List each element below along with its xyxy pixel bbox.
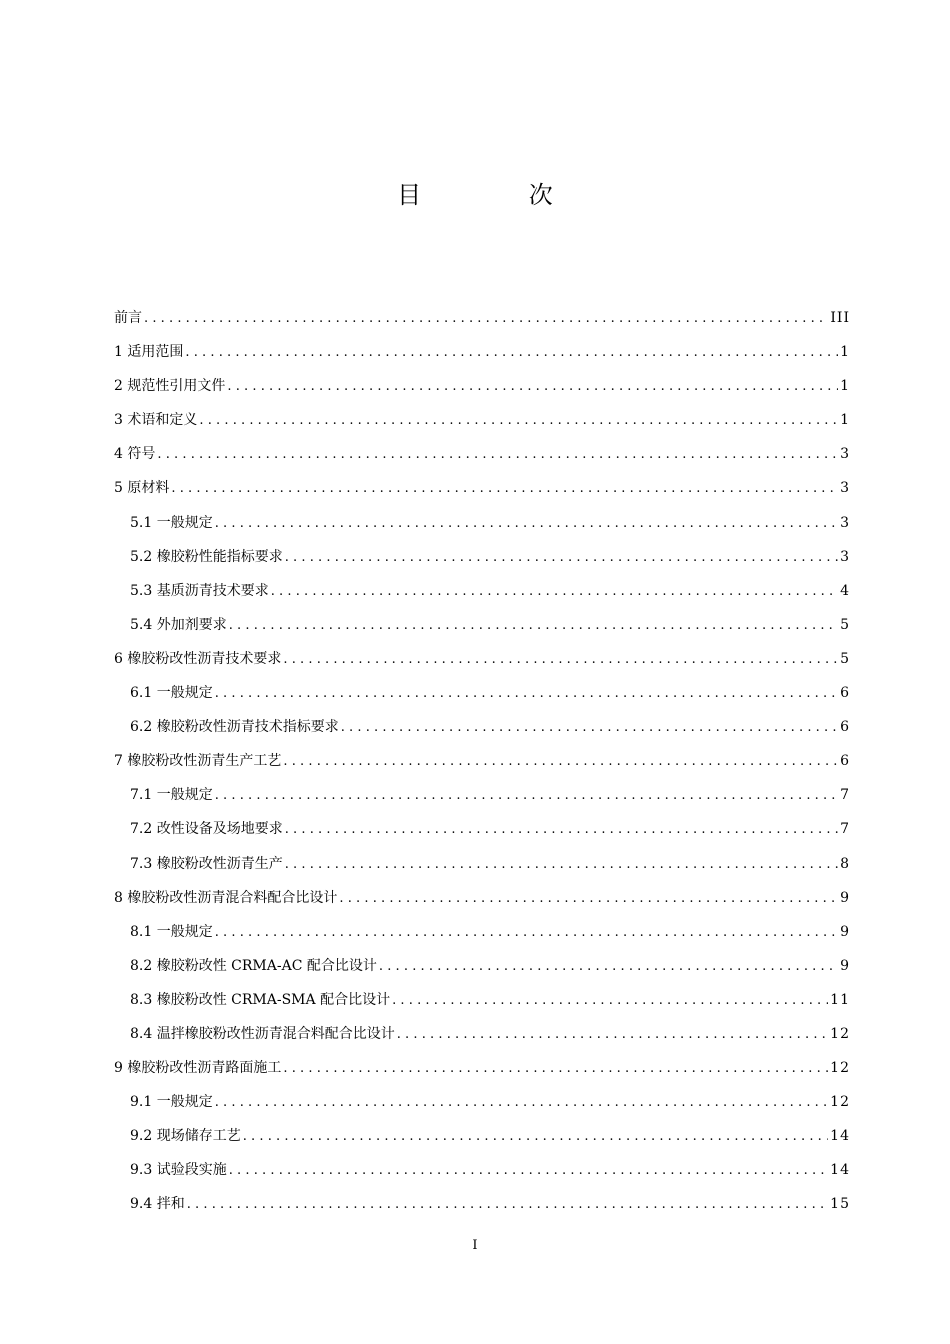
- toc-entry[interactable]: [114, 304, 850, 338]
- toc-entry[interactable]: [114, 611, 850, 645]
- toc-entry-page: 1: [840, 378, 850, 395]
- toc-entry-page: 4: [840, 582, 850, 599]
- toc-entry-page: 14: [830, 1162, 850, 1179]
- toc-entry[interactable]: [114, 747, 850, 781]
- toc-entry[interactable]: [114, 577, 850, 611]
- toc-leader-dots: [215, 919, 838, 947]
- toc-entry[interactable]: [114, 986, 850, 1020]
- toc-entry[interactable]: [114, 440, 850, 474]
- toc-entry[interactable]: [114, 781, 850, 815]
- toc-leader-dots: [185, 339, 838, 367]
- toc-entry-page: 12: [830, 1060, 850, 1077]
- toc-entry[interactable]: [114, 1054, 850, 1088]
- toc-entry-label: 8.3 橡胶粉改性 CRMA-SMA 配合比设计: [130, 991, 391, 1008]
- toc-leader-dots: [339, 885, 838, 913]
- toc-leader-dots: [397, 1021, 828, 1049]
- toc-entry[interactable]: [114, 372, 850, 406]
- table-of-contents: [114, 304, 850, 1225]
- toc-entry-label: 1 适用范围: [114, 344, 184, 361]
- toc-entry-label: 7.2 改性设备及场地要求: [130, 821, 283, 838]
- toc-leader-dots: [341, 714, 838, 742]
- toc-entry-label: 6.1 一般规定: [130, 685, 213, 702]
- toc-entry-page: 5: [840, 616, 850, 633]
- toc-entry-page: 6: [840, 753, 850, 770]
- toc-entry-label: 4 符号: [114, 446, 156, 463]
- toc-leader-dots: [392, 987, 828, 1015]
- toc-entry[interactable]: [114, 645, 850, 679]
- toc-entry[interactable]: [114, 815, 850, 849]
- toc-leader-dots: [144, 305, 828, 333]
- toc-entry-page: 9: [840, 889, 850, 906]
- toc-entry-label: 7.3 橡胶粉改性沥青生产: [130, 855, 283, 872]
- toc-entry-page: 12: [830, 1094, 850, 1111]
- toc-entry-label: 8.2 橡胶粉改性 CRMA-AC 配合比设计: [130, 957, 377, 974]
- toc-entry[interactable]: [114, 338, 850, 372]
- toc-entry-page: 5: [840, 650, 850, 667]
- toc-entry-page: 9: [840, 923, 850, 940]
- toc-entry-label: 前言: [114, 310, 142, 326]
- toc-entry[interactable]: [114, 406, 850, 440]
- toc-entry[interactable]: [114, 1156, 850, 1190]
- toc-leader-dots: [157, 441, 838, 469]
- toc-entry-page: 1: [840, 344, 850, 361]
- toc-entry-page: 8: [840, 855, 850, 872]
- toc-leader-dots: [379, 953, 838, 981]
- toc-entry[interactable]: [114, 1190, 850, 1224]
- toc-entry-label: 9.3 试验段实施: [130, 1162, 227, 1179]
- toc-entry-label: 9.2 现场储存工艺: [130, 1128, 241, 1145]
- toc-entry[interactable]: [114, 679, 850, 713]
- toc-leader-dots: [285, 544, 838, 572]
- toc-leader-dots: [171, 475, 838, 503]
- toc-entry[interactable]: [114, 952, 850, 986]
- toc-entry[interactable]: [114, 1122, 850, 1156]
- toc-entry-page: 3: [840, 446, 850, 463]
- toc-entry-page: 3: [840, 548, 850, 565]
- toc-leader-dots: [199, 407, 838, 435]
- toc-entry[interactable]: [114, 850, 850, 884]
- toc-entry[interactable]: [114, 1088, 850, 1122]
- toc-entry-label: 6.2 橡胶粉改性沥青技术指标要求: [130, 719, 339, 736]
- toc-entry-page: 3: [840, 480, 850, 497]
- toc-entry-page: 12: [830, 1025, 850, 1042]
- page-title: 目 次: [397, 181, 603, 209]
- toc-entry-page: 6: [840, 719, 850, 736]
- toc-entry[interactable]: [114, 884, 850, 918]
- toc-leader-dots: [243, 1123, 828, 1151]
- toc-leader-dots: [215, 680, 838, 708]
- toc-entry-label: 5.4 外加剂要求: [130, 616, 227, 633]
- toc-leader-dots: [271, 578, 838, 606]
- toc-leader-dots: [229, 612, 838, 640]
- toc-entry-label: 5 原材料: [114, 480, 170, 497]
- toc-entry[interactable]: [114, 509, 850, 543]
- toc-entry-label: 7.1 一般规定: [130, 787, 213, 804]
- toc-leader-dots: [283, 646, 838, 674]
- toc-entry-page: 3: [840, 514, 850, 531]
- toc-entry-page: 1: [840, 412, 850, 429]
- toc-entry-page: 7: [840, 787, 850, 804]
- toc-entry-label: 9.1 一般规定: [130, 1094, 213, 1111]
- toc-entry-label: 6 橡胶粉改性沥青技术要求: [114, 650, 282, 667]
- toc-leader-dots: [285, 851, 838, 879]
- toc-leader-dots: [215, 510, 838, 538]
- toc-entry[interactable]: [114, 474, 850, 508]
- toc-entry-label: 9 橡胶粉改性沥青路面施工: [114, 1060, 282, 1077]
- toc-leader-dots: [215, 782, 838, 810]
- toc-leader-dots: [283, 748, 838, 776]
- toc-entry[interactable]: [114, 543, 850, 577]
- toc-entry-page: 9: [840, 957, 850, 974]
- toc-leader-dots: [229, 1157, 828, 1185]
- toc-leader-dots: [187, 1191, 828, 1219]
- toc-entry-label: 5.1 一般规定: [130, 514, 213, 531]
- toc-entry-label: 3 术语和定义: [114, 412, 198, 429]
- toc-entry-label: 5.2 橡胶粉性能指标要求: [130, 548, 283, 565]
- toc-entry[interactable]: [114, 918, 850, 952]
- toc-entry-page: 11: [830, 991, 850, 1008]
- toc-entry-label: 8.1 一般规定: [130, 923, 213, 940]
- toc-leader-dots: [215, 1089, 828, 1117]
- toc-entry-page: 14: [830, 1128, 850, 1145]
- toc-leader-dots: [227, 373, 838, 401]
- toc-entry-page: III: [830, 310, 850, 326]
- toc-entry[interactable]: [114, 713, 850, 747]
- toc-entry[interactable]: [114, 1020, 850, 1054]
- toc-entry-label: 5.3 基质沥青技术要求: [130, 582, 269, 599]
- toc-entry-label: 7 橡胶粉改性沥青生产工艺: [114, 753, 282, 770]
- toc-entry-page: 15: [830, 1196, 850, 1213]
- toc-entry-page: 6: [840, 685, 850, 702]
- toc-leader-dots: [283, 1055, 828, 1083]
- toc-entry-label: 8.4 温拌橡胶粉改性沥青混合料配合比设计: [130, 1025, 395, 1042]
- page-number: I: [472, 1238, 478, 1253]
- toc-entry-label: 2 规范性引用文件: [114, 378, 226, 395]
- toc-entry-label: 8 橡胶粉改性沥青混合料配合比设计: [114, 889, 338, 906]
- toc-entry-page: 7: [840, 821, 850, 838]
- toc-entry-label: 9.4 拌和: [130, 1196, 185, 1213]
- toc-leader-dots: [285, 816, 838, 844]
